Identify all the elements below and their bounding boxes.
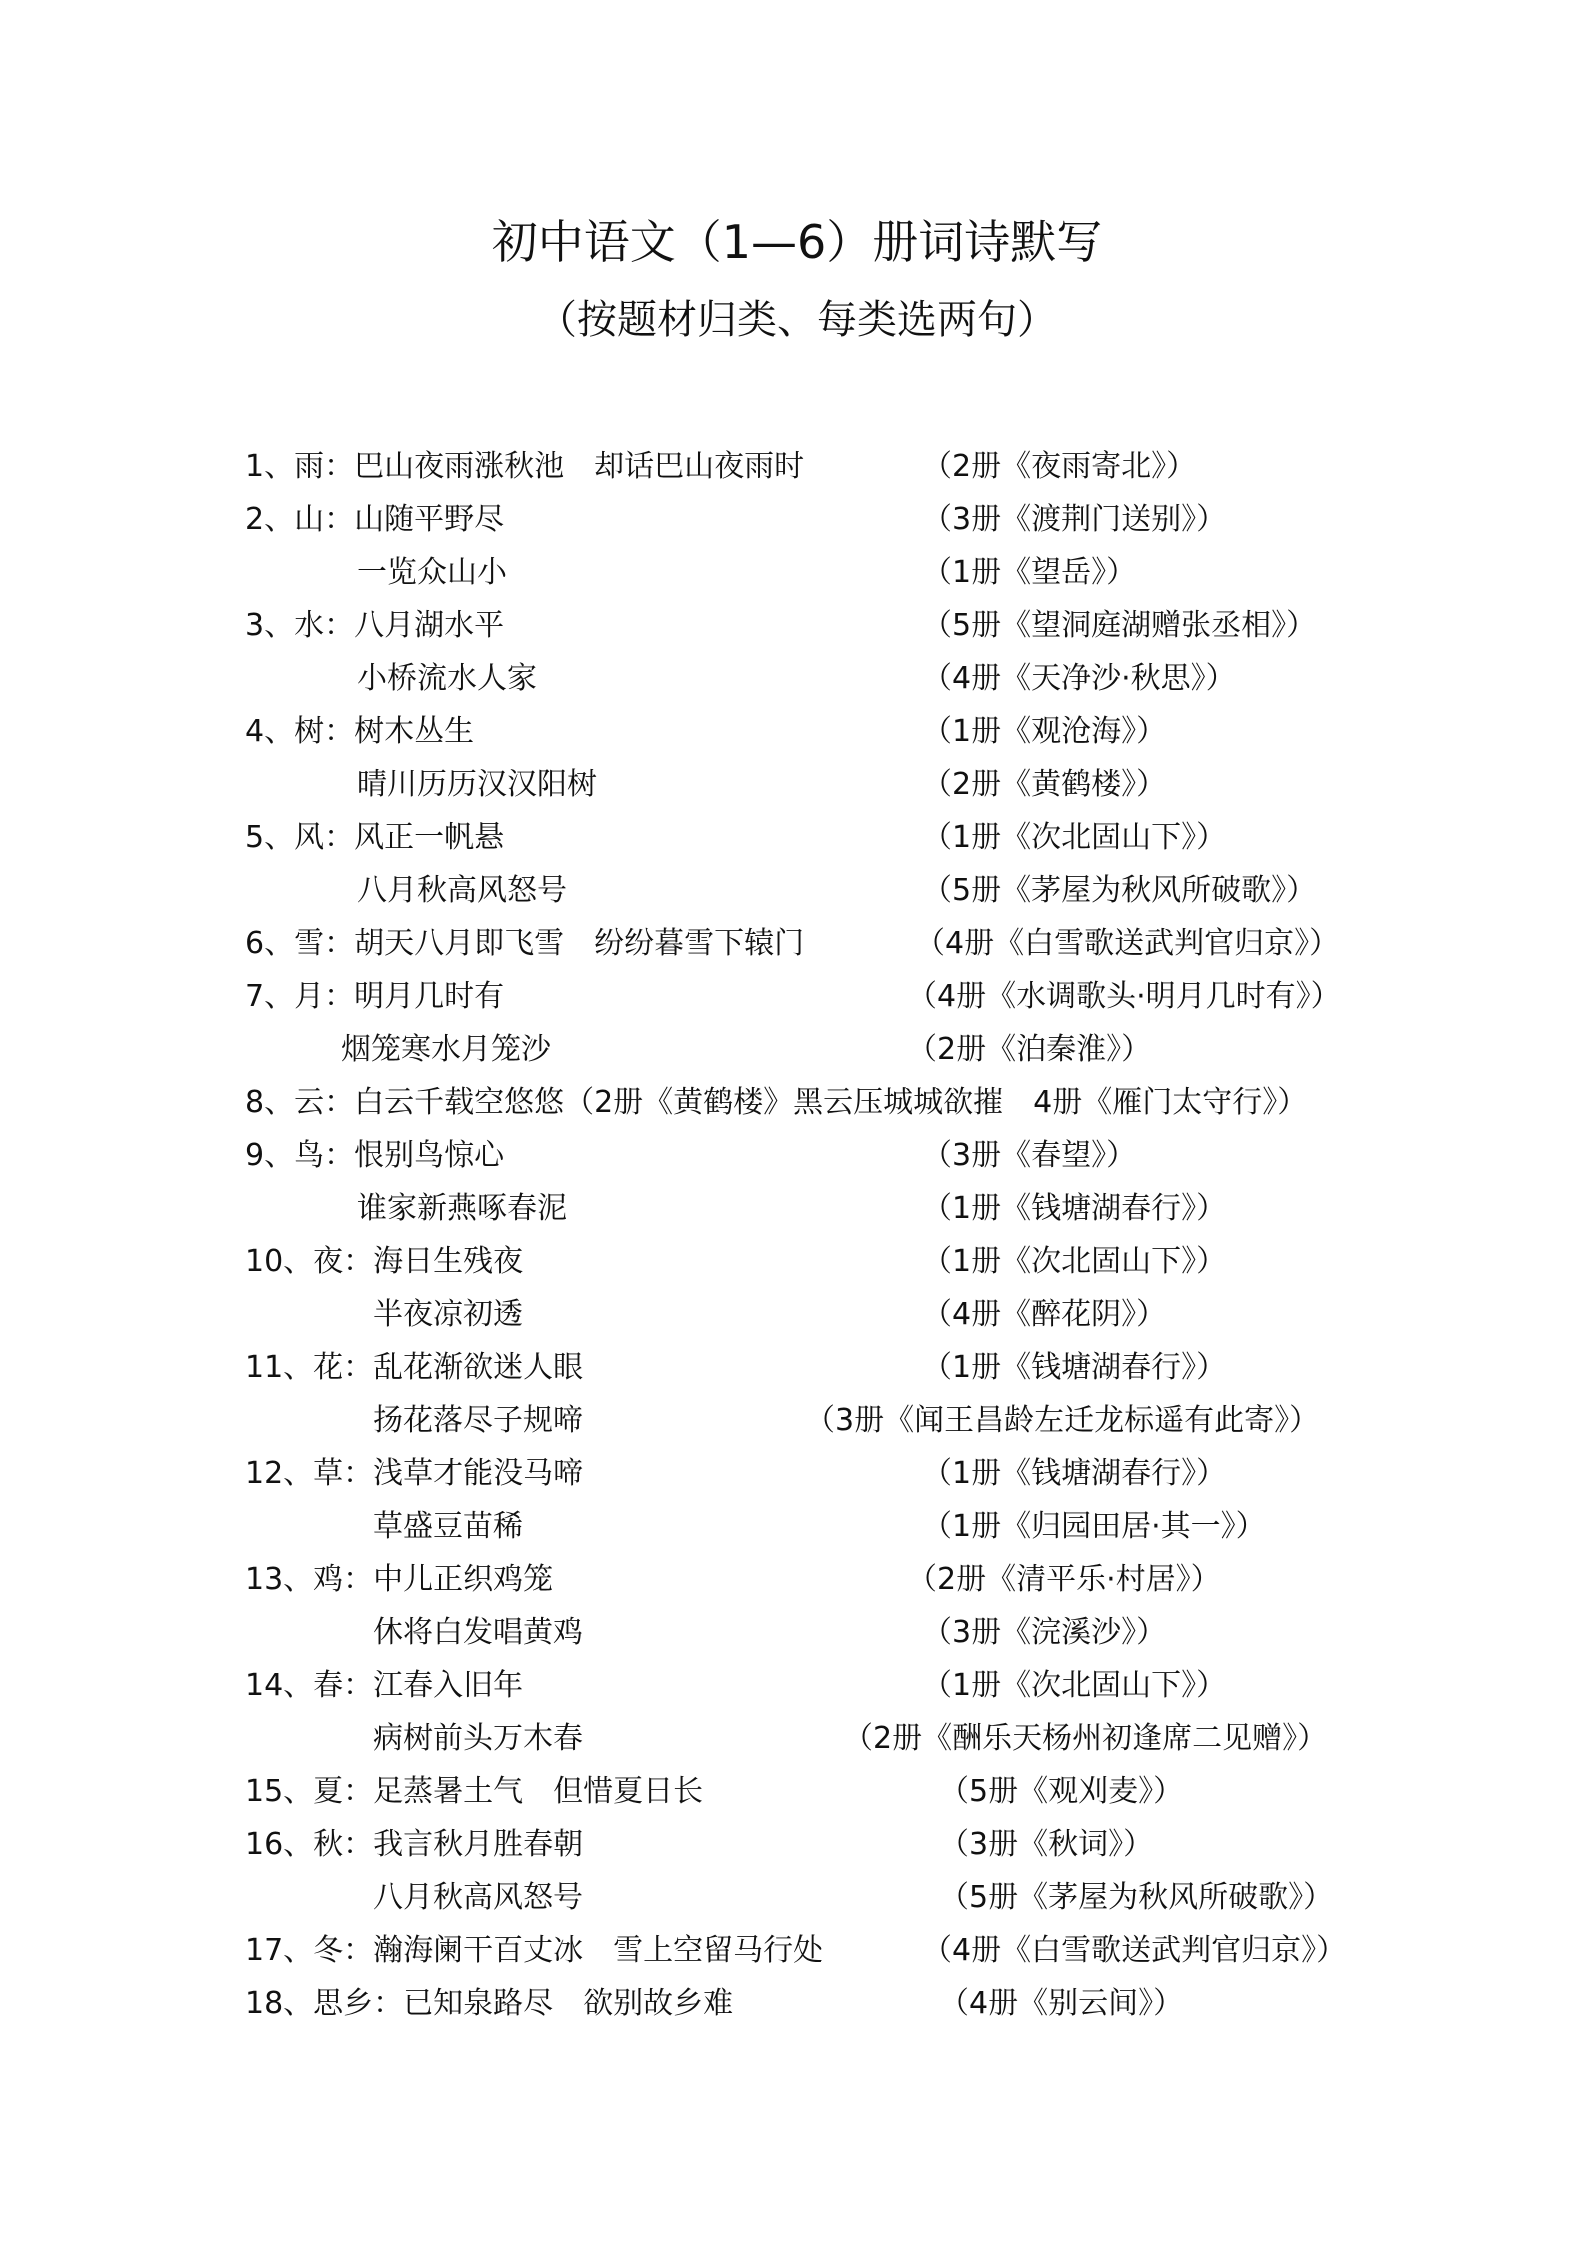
list-item	[245, 1288, 1375, 1341]
line-source: （5册《茅屋为秋风所破歌》）	[939, 1880, 1334, 1915]
list-item	[245, 1500, 1375, 1553]
line-text: 8、云：白云千载空悠悠（2册《黄鹤楼》黑云压城城欲摧 4册《雁门太守行》）	[245, 1085, 1308, 1120]
line-source: （1册《次北固山下》）	[922, 820, 1227, 855]
line-text: 17、冬：瀚海阑干百丈冰 雪上空留马行处	[245, 1933, 824, 1968]
list-item	[245, 1076, 1375, 1129]
line-source: （3册《浣溪沙》）	[922, 1615, 1167, 1650]
line-text: 谁家新燕啄春泥	[357, 1191, 567, 1226]
list-item	[245, 811, 1375, 864]
line-text: 晴川历历汉汉阳树	[357, 767, 597, 802]
list-item	[245, 1818, 1375, 1871]
list-item	[245, 970, 1375, 1023]
list-item	[245, 1023, 1375, 1076]
line-source: （4册《别云间》）	[939, 1986, 1184, 2021]
line-text: 草盛豆苗稀	[373, 1509, 523, 1544]
line-source: （2册《酬乐天杨州初逢席二见赠》）	[843, 1721, 1328, 1756]
line-text: 10、夜：海日生残夜	[245, 1244, 524, 1279]
line-text: 15、夏：足蒸暑土气 但惜夏日长	[245, 1774, 704, 1809]
list-item	[245, 1341, 1375, 1394]
line-text: 烟笼寒水月笼沙	[341, 1032, 551, 1067]
list-item	[245, 1447, 1375, 1500]
line-source: （1册《观沧海》）	[922, 714, 1167, 749]
line-text: 扬花落尽子规啼	[373, 1403, 583, 1438]
line-text: 16、秋：我言秋月胜春朝	[245, 1827, 584, 1862]
line-source: （2册《黄鹤楼》）	[922, 767, 1167, 802]
poem-list	[245, 440, 1375, 2030]
line-text: 18、思乡：已知泉路尽 欲别故乡难	[245, 1986, 734, 2021]
list-item	[245, 1553, 1375, 1606]
line-source: （5册《观刈麦》）	[939, 1774, 1184, 1809]
line-source: （3册《闻王昌龄左迁龙标遥有此寄》）	[805, 1403, 1320, 1438]
list-item	[245, 652, 1375, 705]
line-text: 5、风：风正一帆悬	[245, 820, 505, 855]
line-source: （1册《次北固山下》）	[922, 1244, 1227, 1279]
list-item	[245, 493, 1375, 546]
list-item	[245, 758, 1375, 811]
list-item	[245, 1765, 1375, 1818]
line-text: 八月秋高风怒号	[357, 873, 567, 908]
line-text: 9、鸟：恨别鸟惊心	[245, 1138, 505, 1173]
list-item	[245, 1182, 1375, 1235]
list-item	[245, 1659, 1375, 1712]
list-item	[245, 864, 1375, 917]
line-source: （5册《望洞庭湖赠张丞相》）	[922, 608, 1317, 643]
list-item	[245, 1924, 1375, 1977]
line-text: 八月秋高风怒号	[373, 1880, 583, 1915]
list-item	[245, 705, 1375, 758]
line-source: （1册《次北固山下》）	[922, 1668, 1227, 1703]
line-text: 3、水：八月湖水平	[245, 608, 505, 643]
line-text: 病树前头万木春	[373, 1721, 583, 1756]
line-text: 14、春：江春入旧年	[245, 1668, 524, 1703]
list-item	[245, 1871, 1375, 1924]
line-text: 6、雪：胡天八月即飞雪 纷纷暮雪下辕门	[245, 926, 805, 961]
line-source: （4册《天净沙·秋思》）	[922, 661, 1236, 696]
line-text: 11、花：乱花渐欲迷人眼	[245, 1350, 584, 1385]
list-item	[245, 546, 1375, 599]
line-source: （3册《秋词》）	[939, 1827, 1154, 1862]
line-text: 休将白发唱黄鸡	[373, 1615, 583, 1650]
line-text: 半夜凉初透	[373, 1297, 523, 1332]
list-item	[245, 440, 1375, 493]
list-item	[245, 1129, 1375, 1182]
list-item	[245, 599, 1375, 652]
line-text: 1、雨：巴山夜雨涨秋池 却话巴山夜雨时	[245, 449, 805, 484]
line-text: 13、鸡：中儿正织鸡笼	[245, 1562, 554, 1597]
line-source: （2册《夜雨寄北》）	[922, 449, 1197, 484]
line-source: （4册《白雪歌送武判官归京》）	[922, 1933, 1347, 1968]
list-item	[245, 1606, 1375, 1659]
line-source: （4册《白雪歌送武判官归京》）	[915, 926, 1340, 961]
line-source: （3册《春望》）	[922, 1138, 1137, 1173]
line-source: （1册《归园田居·其一》）	[922, 1509, 1266, 1544]
list-item	[245, 1977, 1375, 2030]
line-text: 一览众山小	[357, 555, 507, 590]
list-item	[245, 1712, 1375, 1765]
page-subtitle: （按题材归类、每类选两句）	[537, 297, 1057, 343]
list-item	[245, 1394, 1375, 1447]
line-text: 小桥流水人家	[357, 661, 537, 696]
line-source: （1册《钱塘湖春行》）	[922, 1350, 1227, 1385]
line-source: （1册《钱塘湖春行》）	[922, 1191, 1227, 1226]
line-text: 12、草：浅草才能没马啼	[245, 1456, 584, 1491]
line-source: （4册《醉花阴》）	[922, 1297, 1167, 1332]
line-source: （1册《钱塘湖春行》）	[922, 1456, 1227, 1491]
list-item	[245, 1235, 1375, 1288]
line-source: （4册《水调歌头·明月几时有》）	[907, 979, 1341, 1014]
line-text: 2、山：山随平野尽	[245, 502, 505, 537]
line-text: 4、树：树木丛生	[245, 714, 475, 749]
line-text: 7、月：明月几时有	[245, 979, 505, 1014]
line-source: （5册《茅屋为秋风所破歌》）	[922, 873, 1317, 908]
line-source: （2册《清平乐·村居》）	[907, 1562, 1221, 1597]
line-source: （1册《望岳》）	[922, 555, 1137, 590]
page-title: 初中语文（1—6）册词诗默写	[491, 215, 1103, 269]
line-source: （3册《渡荆门送别》）	[922, 502, 1227, 537]
list-item	[245, 917, 1375, 970]
line-source: （2册《泊秦淮》）	[907, 1032, 1152, 1067]
